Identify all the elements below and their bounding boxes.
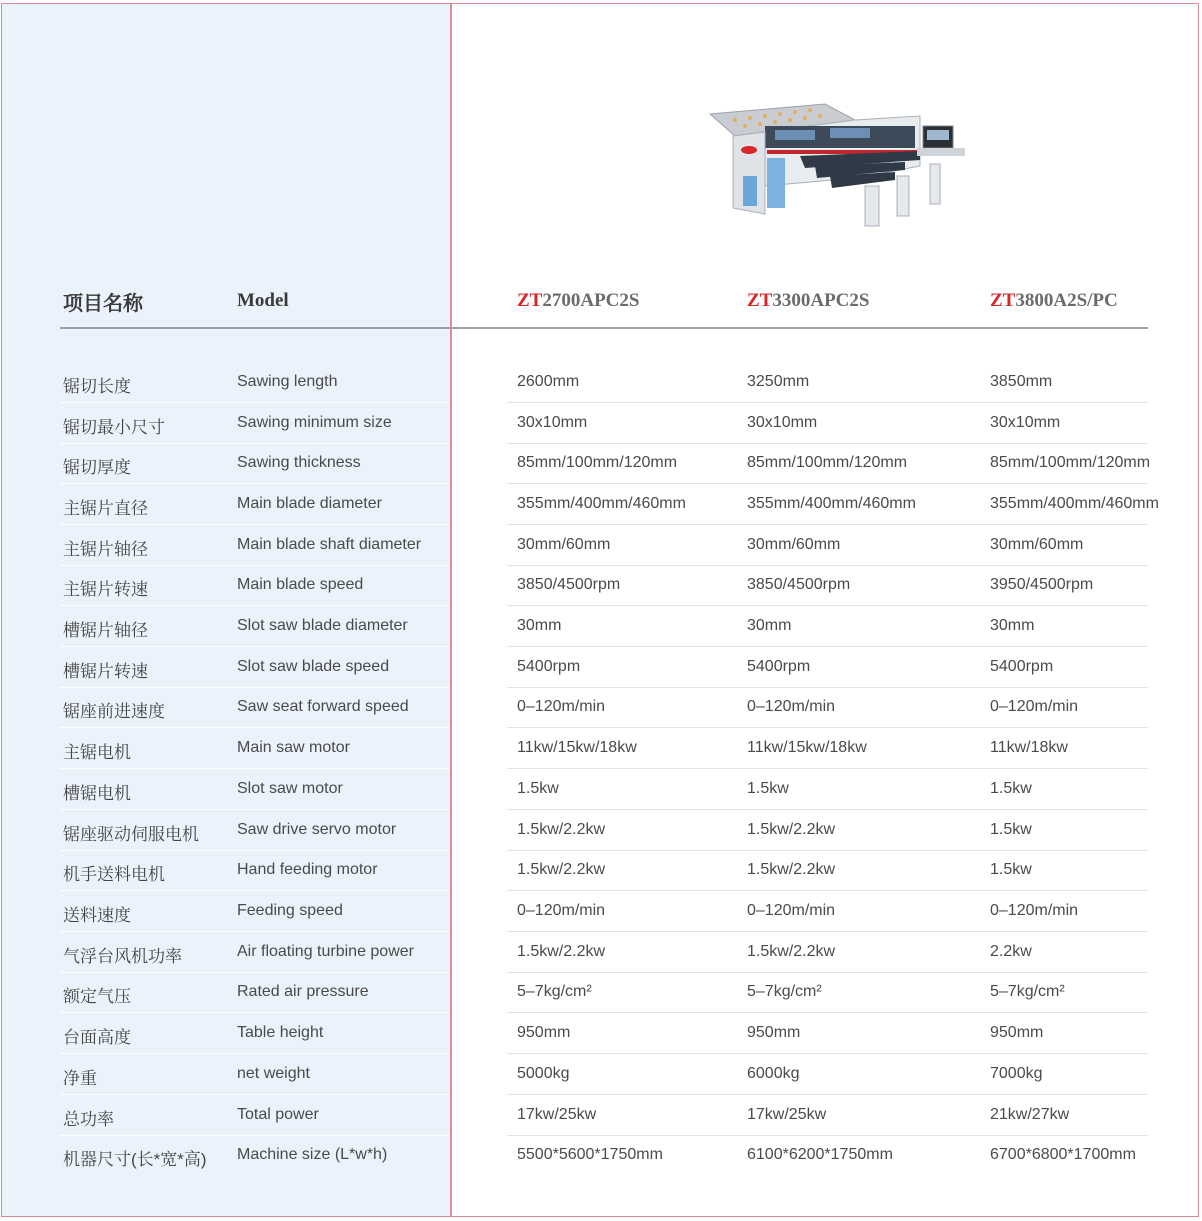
row-value-model-1: 355mm/400mm/460mm (517, 495, 686, 512)
row-label-en: Total power (237, 1106, 319, 1123)
row-value-model-3: 5400rpm (990, 658, 1054, 675)
row-value-model-3: 11kw/18kw (990, 739, 1068, 756)
table-row (0, 362, 1202, 403)
row-value-model-2: 5–7kg/cm² (747, 983, 822, 1000)
table-row (0, 525, 1202, 566)
row-value-model-2: 0–120m/min (747, 902, 836, 919)
table-row (0, 1013, 1202, 1054)
row-value-model-2: 0–120m/min (747, 698, 836, 715)
row-label-en: net weight (237, 1065, 310, 1082)
row-value-model-2: 1.5kw/2.2kw (747, 943, 836, 960)
row-value-model-1: 17kw/25kw (517, 1106, 597, 1123)
row-value-model-1: 30mm (517, 617, 562, 634)
row-label-en: Machine size (L*w*h) (237, 1146, 388, 1163)
row-value-model-3: 1.5kw (990, 780, 1032, 797)
row-label-en: Main blade shaft diameter (237, 536, 422, 553)
row-value-model-2: 17kw/25kw (747, 1106, 827, 1123)
header-underline-left (60, 327, 450, 329)
header-item-name-cn: 项目名称 (63, 293, 143, 315)
row-label-cn: 锯切最小尺寸 (63, 418, 165, 437)
model-suffix: 3300APC2S (772, 290, 870, 311)
row-label-cn: 净重 (63, 1069, 97, 1088)
row-value-model-1: 0–120m/min (517, 902, 606, 919)
table-row (0, 565, 1202, 606)
table-row (0, 769, 1202, 810)
row-label-cn: 台面高度 (63, 1028, 131, 1047)
model-header-2 (747, 290, 869, 312)
row-label-en: Saw drive servo motor (237, 821, 397, 838)
row-value-model-2: 1.5kw (747, 780, 789, 797)
row-value-model-3: 2.2kw (990, 943, 1032, 960)
row-label-en: Hand feeding motor (237, 861, 378, 878)
row-value-model-2: 85mm/100mm/120mm (747, 454, 908, 471)
row-value-model-3: 5–7kg/cm² (990, 983, 1065, 1000)
row-label-en: Saw seat forward speed (237, 698, 409, 715)
row-label-cn: 额定气压 (63, 987, 131, 1006)
row-value-model-1: 30x10mm (517, 414, 588, 431)
row-value-model-3: 0–120m/min (990, 698, 1079, 715)
row-value-model-2: 355mm/400mm/460mm (747, 495, 916, 512)
row-label-en: Rated air pressure (237, 983, 369, 1000)
row-value-model-3: 950mm (990, 1024, 1044, 1041)
table-row (0, 687, 1202, 728)
row-value-model-1: 1.5kw/2.2kw (517, 861, 606, 878)
row-value-model-2: 6000kg (747, 1065, 800, 1082)
row-value-model-2: 30x10mm (747, 414, 818, 431)
row-label-cn: 送料速度 (63, 906, 131, 925)
row-value-model-1: 3850/4500rpm (517, 576, 621, 593)
row-value-model-3: 355mm/400mm/460mm (990, 495, 1159, 512)
row-value-model-1: 5400rpm (517, 658, 581, 675)
table-row (0, 850, 1202, 891)
table-row (0, 972, 1202, 1013)
row-label-en: Air floating turbine power (237, 943, 414, 960)
row-label-cn: 机器尺寸(长*宽*高) (63, 1150, 207, 1169)
table-row (0, 932, 1202, 973)
row-label-cn: 主锯片转速 (63, 580, 148, 599)
table-row (0, 1135, 1202, 1176)
row-value-model-1: 5–7kg/cm² (517, 983, 592, 1000)
row-value-model-3: 30x10mm (990, 414, 1061, 431)
table-row (0, 403, 1202, 444)
row-label-en: Feeding speed (237, 902, 343, 919)
row-label-en: Table height (237, 1024, 324, 1041)
row-label-en: Slot saw blade speed (237, 658, 390, 675)
row-value-model-1: 1.5kw/2.2kw (517, 821, 606, 838)
table-row (0, 728, 1202, 769)
row-value-model-3: 1.5kw (990, 861, 1032, 878)
row-value-model-3: 1.5kw (990, 821, 1032, 838)
row-value-model-3: 30mm/60mm (990, 536, 1084, 553)
row-value-model-3: 7000kg (990, 1065, 1043, 1082)
row-label-cn: 气浮台风机功率 (63, 947, 182, 966)
header-underline-right (452, 327, 1148, 329)
table-row (0, 443, 1202, 484)
row-label-en: Slot saw motor (237, 780, 343, 797)
row-value-model-3: 3950/4500rpm (990, 576, 1094, 593)
row-value-model-2: 30mm (747, 617, 792, 634)
row-value-model-3: 21kw/27kw (990, 1106, 1070, 1123)
row-label-cn: 槽锯片转速 (63, 662, 148, 681)
table-row (0, 606, 1202, 647)
row-value-model-2: 950mm (747, 1024, 801, 1041)
row-value-model-2: 11kw/15kw/18kw (747, 739, 867, 756)
row-value-model-2: 1.5kw/2.2kw (747, 861, 836, 878)
row-label-en: Sawing length (237, 373, 338, 390)
row-label-cn: 机手送料电机 (63, 865, 165, 884)
row-label-en: Sawing thickness (237, 454, 361, 471)
row-value-model-1: 11kw/15kw/18kw (517, 739, 637, 756)
row-label-cn: 总功率 (63, 1110, 114, 1129)
row-value-model-1: 950mm (517, 1024, 571, 1041)
table-row (0, 810, 1202, 851)
row-label-cn: 主锯片直径 (63, 499, 148, 518)
row-value-model-2: 3850/4500rpm (747, 576, 851, 593)
row-label-cn: 锯座前进速度 (63, 702, 165, 721)
row-value-model-3: 6700*6800*1700mm (990, 1146, 1136, 1163)
row-value-model-1: 5500*5600*1750mm (517, 1146, 663, 1163)
row-value-model-3: 3850mm (990, 373, 1053, 390)
row-label-cn: 主锯片轴径 (63, 540, 148, 559)
row-value-model-2: 30mm/60mm (747, 536, 841, 553)
row-value-model-2: 1.5kw/2.2kw (747, 821, 836, 838)
row-value-model-1: 1.5kw/2.2kw (517, 943, 606, 960)
row-value-model-1: 85mm/100mm/120mm (517, 454, 678, 471)
row-value-model-3: 0–120m/min (990, 902, 1079, 919)
table-row (0, 891, 1202, 932)
panel-saw-machine-image (705, 96, 975, 246)
model-suffix: 3800A2S/PC (1015, 290, 1118, 311)
model-prefix: ZT (747, 290, 773, 311)
row-label-en: Main saw motor (237, 739, 350, 756)
row-label-en: Main blade speed (237, 576, 364, 593)
model-header-1 (517, 290, 639, 312)
row-label-cn: 锯切厚度 (63, 458, 131, 477)
row-value-model-2: 6100*6200*1750mm (747, 1146, 893, 1163)
row-label-cn: 锯切长度 (63, 377, 131, 396)
row-value-model-1: 1.5kw (517, 780, 559, 797)
table-row (0, 1054, 1202, 1095)
header-model-en: Model (237, 290, 289, 311)
row-label-cn: 锯座驱动伺服电机 (63, 825, 199, 844)
row-label-en: Main blade diameter (237, 495, 382, 512)
table-row (0, 484, 1202, 525)
model-suffix: 2700APC2S (542, 290, 640, 311)
row-value-model-3: 30mm (990, 617, 1035, 634)
row-value-model-1: 2600mm (517, 373, 580, 390)
row-value-model-1: 0–120m/min (517, 698, 606, 715)
row-label-en: Slot saw blade diameter (237, 617, 408, 634)
model-prefix: ZT (517, 290, 543, 311)
row-value-model-1: 5000kg (517, 1065, 570, 1082)
row-value-model-2: 3250mm (747, 373, 810, 390)
row-label-en: Sawing minimum size (237, 414, 392, 431)
row-value-model-3: 85mm/100mm/120mm (990, 454, 1151, 471)
table-row (0, 647, 1202, 688)
row-label-cn: 槽锯片轴径 (63, 621, 148, 640)
model-header-3 (990, 290, 1118, 312)
row-label-cn: 槽锯电机 (63, 784, 131, 803)
row-value-model-2: 5400rpm (747, 658, 811, 675)
model-prefix: ZT (990, 290, 1016, 311)
row-label-cn: 主锯电机 (63, 743, 131, 762)
table-row (0, 1095, 1202, 1136)
row-value-model-1: 30mm/60mm (517, 536, 611, 553)
